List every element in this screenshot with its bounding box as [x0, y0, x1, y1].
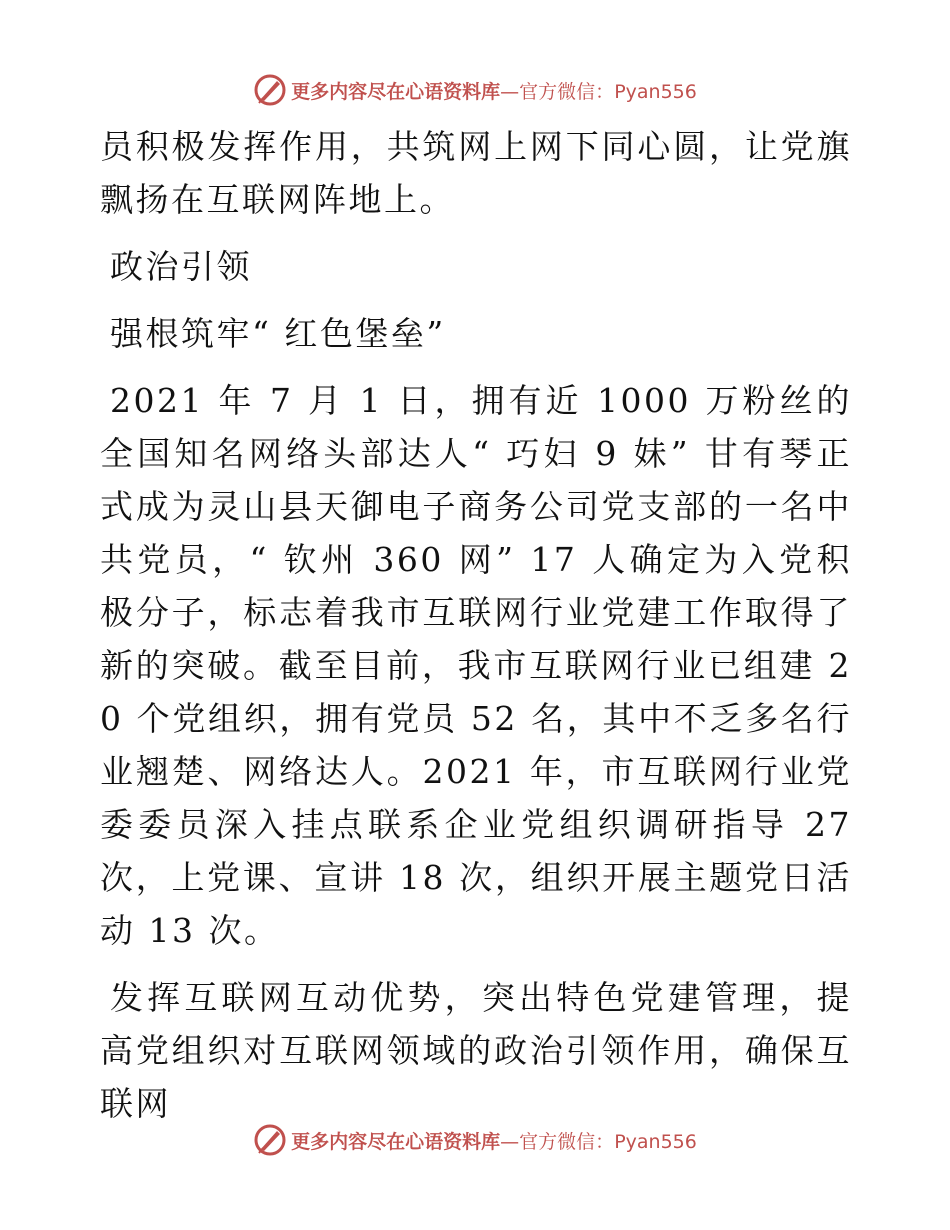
- watermark-wechat-id: Pyan556: [614, 80, 697, 103]
- paragraph-continuation: 员积极发挥作用，共筑网上网下同心圆，让党旗飘扬在互联网阵地上。: [100, 127, 852, 219]
- watermark-banner-bottom: [0, 1120, 950, 1160]
- watermark-site: 更多内容尽在心语资料库: [291, 80, 501, 103]
- watermark-text: [291, 77, 697, 104]
- document-body: [100, 120, 852, 1144]
- watermark-banner-top: [0, 70, 950, 110]
- paragraph-body: 2021 年 7 月 1 日，拥有近 1000 万粉丝的全国知名网络头部达人“ 巧妇 9 妹” 甘有琴正式成为灵山县天御电子商务公司党支部的一名中共党员，“ 钦州 360 网” 17 人确定为入党积极分子，标志着我市互联网行业党建工作取得了新的突破。截至目前，我市互联网行业已组建 20 个党组织，拥有党员 52 名，其中不乏多名行业翘楚、网络达人。2021 年，市互联网行业党委委员深入挂点联系企业党组织调研指导 27 次，上党课、宣讲 18 次，组织开展主题党日活动 13 次。: [100, 381, 852, 950]
- watermark-wechat-label: —官方微信：: [500, 80, 615, 103]
- quill-logo-icon: [253, 73, 287, 107]
- watermark-wechat-id: Pyan556: [614, 1130, 697, 1153]
- watermark-text: [291, 1127, 697, 1154]
- section-heading: 政治引领: [110, 247, 252, 286]
- watermark-site: 更多内容尽在心语资料库: [291, 1130, 501, 1153]
- section-subheading: 强根筑牢“ 红色堡垒”: [110, 314, 446, 353]
- paragraph-body: 发挥互联网互动优势，突出特色党建管理，提高党组织对互联网领域的政治引领作用，确保互联网: [100, 978, 852, 1123]
- quill-logo-icon: [253, 1123, 287, 1157]
- watermark-wechat-label: —官方微信：: [500, 1130, 615, 1153]
